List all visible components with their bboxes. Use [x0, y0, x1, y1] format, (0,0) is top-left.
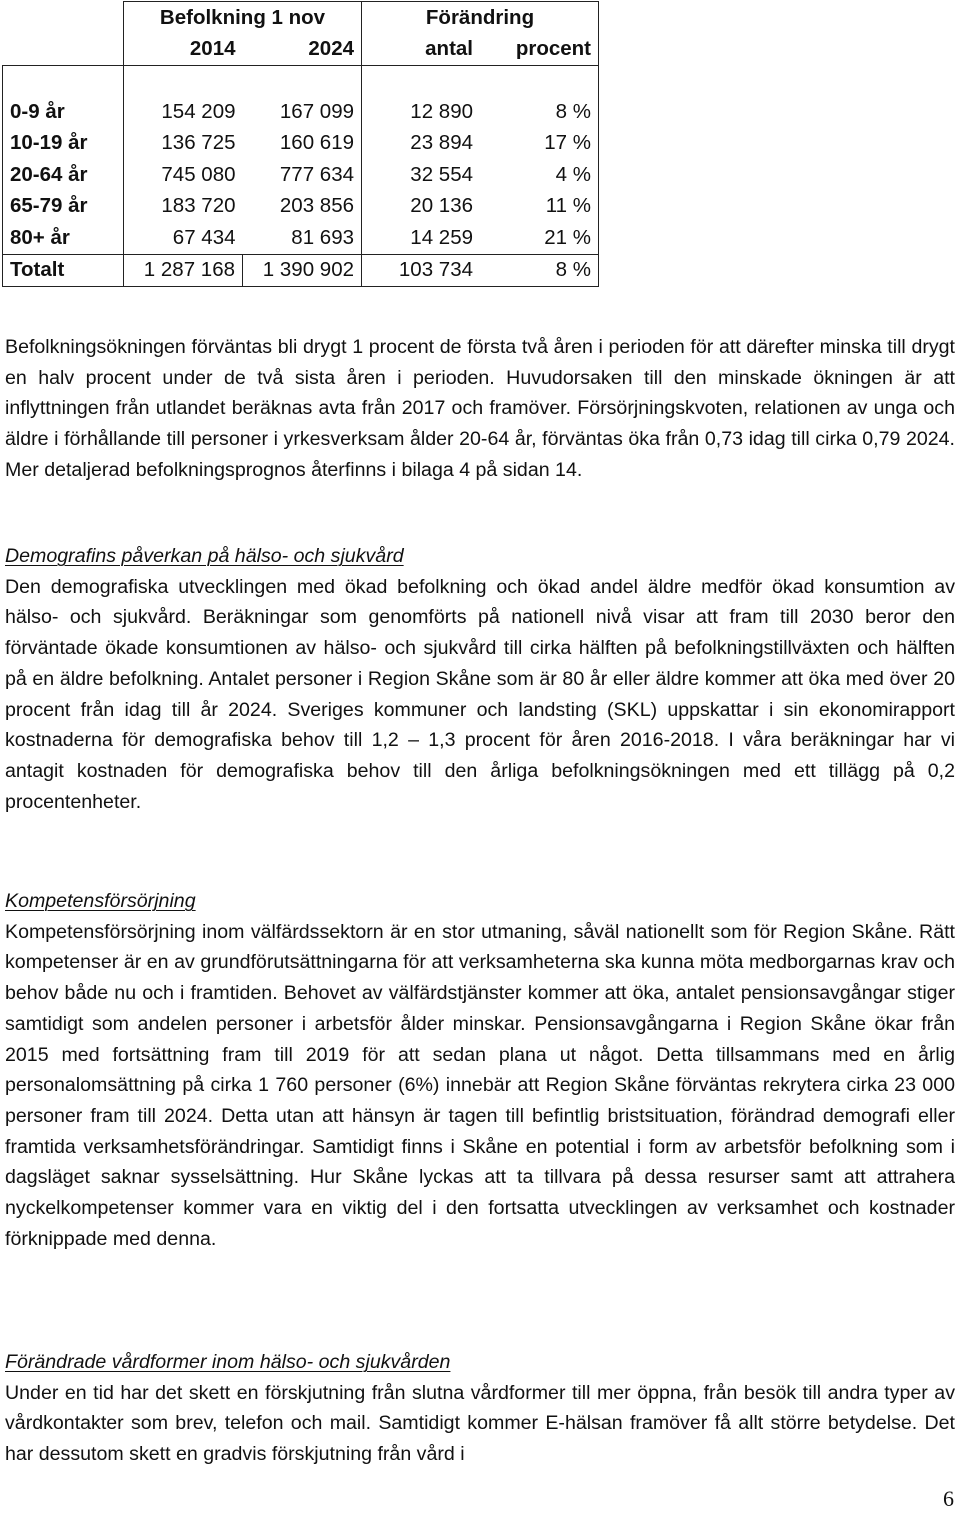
col-header-procent: procent: [480, 34, 599, 66]
section-heading: Demografins påverkan på hälso- och sjukvård: [5, 545, 404, 567]
cell-2014: 183 720: [124, 191, 243, 223]
population-table: [2, 1, 599, 287]
cell-2024: 81 693: [291, 225, 354, 249]
cell-procent: 8 %: [480, 96, 599, 128]
section-body: Kompetensförsörjning inom välfärdssektorn är en stor utmaning, såväl nationellt som för Region Skåne. Rätt kompetenser är en av grundförutsättningarna för att verksamheterna ska kunna möta medborgarnas krav och behov både nu och i framtiden. Behovet av välfärdstjänster kommer att öka, antalet pensionsavgångar stiger samtidigt som andelen personer i arbetsför ålder minskar. Pensionsavgångarna i Region Skåne ökar från 2015 med fortsättning fram till 2019 för att sedan plana ut något. Detta tillsammans med en årlig personalomsättning på cirka 1 760 personer (6%) innebär att Region Skåne förväntas rekrytera cirka 23 000 personer fram till 2024. Detta utan att hänsyn är tagen till befintlig bristsituation, förändrad demografi eller framtida verksamhetsförändringar. Samtidigt finns i Skåne en potential i form av arbetsför befolkning som i dagsläget saknar sysselsättning. Hur Skåne lyckas att ta tillvara på dessa resurser samt att attrahera nyckelkompetenser kommer vara en viktig del i den fortsatta utvecklingen av verksamhet och kostnader förknippade med denna.: [5, 920, 955, 1250]
row-label: Totalt: [3, 254, 124, 287]
cell-2024: 203 856: [279, 194, 354, 218]
cell-2024: 167 099: [279, 99, 354, 123]
cell-antal: 23 894: [362, 128, 481, 160]
cell-procent: 11 %: [480, 191, 599, 223]
col-header-antal: antal: [362, 34, 481, 66]
table-row: [3, 191, 599, 223]
header-befolkning: Befolkning 1 nov: [124, 2, 362, 34]
cell-2014: 154 209: [124, 96, 243, 128]
cell-2024: 160 619: [279, 131, 354, 155]
row-label: 80+ år: [3, 222, 124, 254]
cell-2014: 136 725: [124, 128, 243, 160]
population-table-container: [2, 1, 599, 287]
header-forandring: Förändring: [362, 2, 599, 34]
cell-antal: 103 734: [362, 254, 481, 287]
section-heading: Förändrade vårdformer inom hälso- och sjukvården: [5, 1351, 451, 1373]
table-header-row: [3, 34, 599, 66]
cell-2014: 745 080: [124, 159, 243, 191]
cell-antal: 20 136: [362, 191, 481, 223]
cell-2024: 777 634: [279, 162, 354, 186]
row-label: 10-19 år: [3, 128, 124, 160]
table-spacer-row: [3, 66, 599, 97]
cell-antal: 12 890: [362, 96, 481, 128]
col-header-2024: 2024: [308, 37, 354, 61]
table-header-group-row: [3, 2, 599, 34]
section-body: Den demografiska utvecklingen med ökad befolkning och ökad andel äldre medför ökad konsumtion av hälso- och sjukvård. Beräkningar som genomförts på nationell nivå visar att fram till 2030 beror den förväntade ökade konsumtionen av hälso- och sjukvård till cirka hälften på befolkningstillväxten och hälften på en äldre befolkning. Antalet personer i Region Skåne som är 80 år eller äldre kommer att öka med över 20 procent från idag till år 2024. Sveriges kommuner och landsting (SKL) uppskattar i sin ekonomirapport kostnaderna för demografiska behov till 1,2 – 1,3 procent för åren 2016-2018. I våra beräkningar har vi antagit kostnaden för demografiska behov till den årliga befolkningsökningen med ett tillägg på 0,2 procentenheter.: [5, 575, 955, 813]
page-number: 6: [943, 1486, 954, 1511]
row-label: 65-79 år: [3, 191, 124, 223]
row-label: 0-9 år: [3, 96, 124, 128]
cell-2014: 67 434: [124, 222, 243, 254]
cell-procent: 17 %: [480, 128, 599, 160]
table-row-total: [3, 254, 599, 287]
cell-procent: 8 %: [480, 254, 599, 287]
cell-2024: 1 390 902: [243, 254, 362, 287]
section-vardformer: [5, 1347, 955, 1470]
intro-section: [5, 332, 955, 486]
cell-antal: 14 259: [362, 222, 481, 254]
cell-procent: 4 %: [480, 159, 599, 191]
table-row: [3, 222, 599, 254]
table-row: [3, 159, 599, 191]
section-demografi: [5, 541, 955, 817]
cell-procent: 21 %: [480, 222, 599, 254]
section-kompetens: [5, 886, 955, 1254]
col-header-2014: 2014: [124, 34, 243, 66]
section-heading: Kompetensförsörjning: [5, 890, 196, 912]
table-row: [3, 96, 599, 128]
row-label: 20-64 år: [3, 159, 124, 191]
section-body: Under en tid har det skett en förskjutning från slutna vårdformer till mer öppna, från besök till andra typer av vårdkontakter som brev, telefon och mail. Samtidigt kommer E-hälsan framöver få allt större betydelse. Det har dessutom skett en gradvis förskjutning från vård i: [5, 1381, 955, 1466]
intro-paragraph: Befolkningsökningen förväntas bli drygt 1 procent de första två åren i perioden för att därefter minska till drygt en halv procent under de två sista åren i perioden. Huvudorsaken till den minskade ökningen är att inflyttningen från utlandet beräknas avta från 2017 och framöver. Försörjningskvoten, relationen av unga och äldre i förhållande till personer i yrkesverksam ålder 20-64 år, förväntas öka från 0,73 idag till cirka 0,79 2024. Mer detaljerad befolkningsprognos återfinns i bilaga 4 på sidan 14.: [5, 336, 955, 481]
cell-antal: 32 554: [362, 159, 481, 191]
table-row: [3, 128, 599, 160]
cell-2014: 1 287 168: [124, 254, 243, 287]
